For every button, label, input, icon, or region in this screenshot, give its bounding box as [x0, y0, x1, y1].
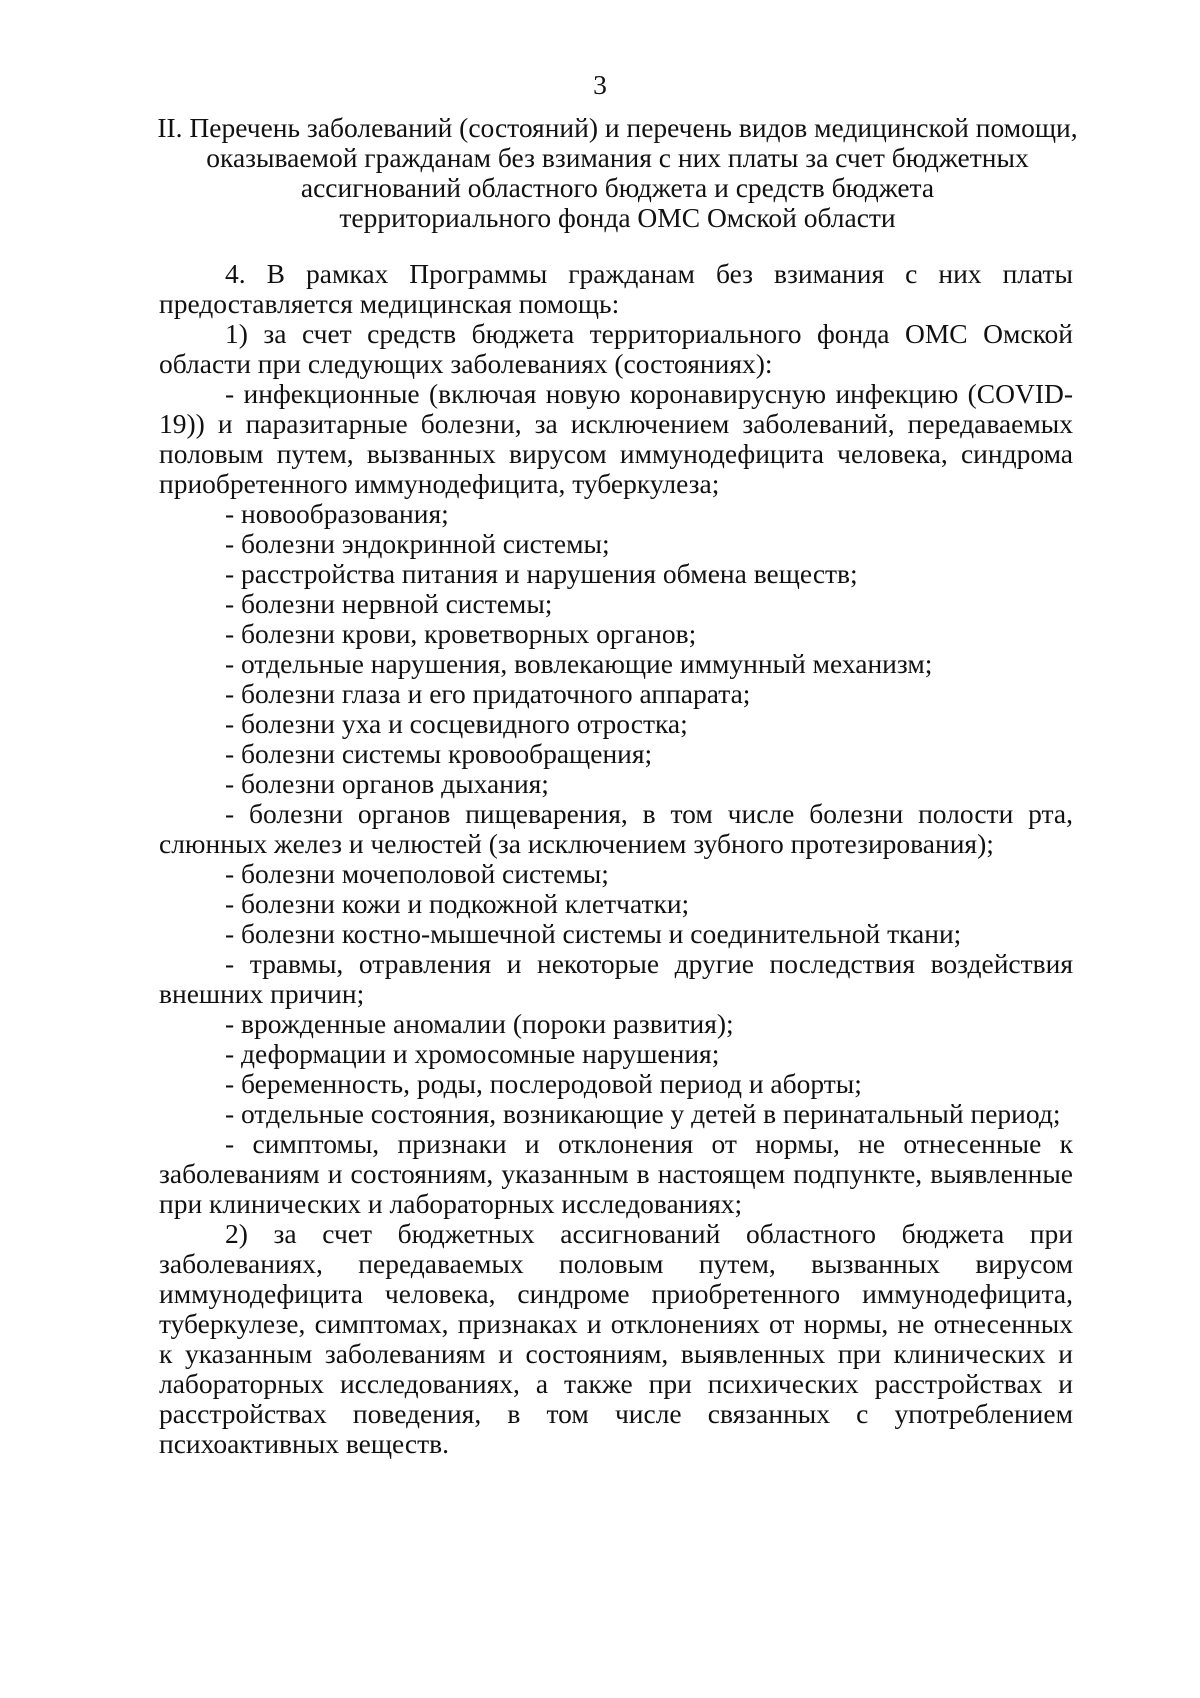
disease-list-item: - болезни глаза и его придаточного аппарата;: [225, 678, 751, 709]
section-heading-line: ассигнований областного бюджета и средств бюджета: [300, 172, 935, 203]
disease-list-item: - болезни костно-мышечной системы и соединительной ткани;: [225, 918, 962, 949]
section-heading-line: территориального фонда ОМС Омской области: [339, 202, 896, 233]
disease-list-item: - отдельные состояния, возникающие у детей в перинатальный период;: [225, 1098, 1061, 1129]
subitem-2-paragraph: 2) за счет бюджетных ассигнований областного бюджета при заболеваниях, передаваемых половым путем, вызванных вирусом иммунодефицита человека, синдроме приобретенного иммунодефицита, туберкулезе, симптомах, признаках и отклонениях от нормы, не отнесенных к указанным заболеваниям и состояниям, выявленных при клинических и лабораторных исследованиях, а также при психических расстройствах и расстройствах поведения, в том числе связанных с употреблением психоактивных веществ.: [159, 1218, 1073, 1459]
document-body: [159, 259, 1073, 1459]
disease-list-item: - врожденные аномалии (пороки развития);: [225, 1008, 734, 1039]
disease-list-item: - болезни кожи и подкожной клетчатки;: [225, 888, 690, 919]
section-heading-line: оказываемой гражданам без взимания с них платы за счет бюджетных: [206, 142, 1029, 173]
disease-list-item: - новообразования;: [225, 498, 449, 529]
disease-list-item: - травмы, отравления и некоторые другие последствия воздействия внешних причин;: [159, 948, 1073, 1009]
disease-list-item: - симптомы, признаки и отклонения от нормы, не отнесенные к заболеваниям и состояниям, указанным в настоящем подпункте, выявленные при клинических и лабораторных исследованиях;: [159, 1128, 1073, 1219]
section-heading: [150, 113, 1085, 233]
disease-list-item: - болезни органов дыхания;: [225, 768, 549, 799]
section-heading-line: II. Перечень заболеваний (состояний) и перечень видов медицинской помощи,: [157, 112, 1078, 143]
disease-list-item: - болезни крови, кроветворных органов;: [225, 618, 697, 649]
disease-list-item: - болезни органов пищеварения, в том числе болезни полости рта, слюнных желез и челюстей (за исключением зубного протезирования);: [159, 798, 1073, 859]
disease-list-item: - деформации и хромосомные нарушения;: [225, 1038, 720, 1069]
disease-list-item: - болезни системы кровообращения;: [225, 738, 653, 769]
disease-list-item: - беременность, роды, послеродовой период и аборты;: [225, 1068, 862, 1099]
intro-paragraph: 4. В рамках Программы гражданам без взимания с них платы предоставляется медицинская помощь:: [159, 258, 1073, 319]
disease-list-item: - отдельные нарушения, вовлекающие иммунный механизм;: [225, 648, 933, 679]
disease-list-item: - болезни нервной системы;: [225, 588, 553, 619]
disease-list-item: - болезни эндокринной системы;: [225, 528, 610, 559]
disease-list-item: - болезни уха и сосцевидного отростка;: [225, 708, 688, 739]
disease-list-item: - болезни мочеполовой системы;: [225, 858, 609, 889]
disease-list-item: - расстройства питания и нарушения обмена веществ;: [225, 558, 858, 589]
disease-list-item: - инфекционные (включая новую коронавирусную инфекцию (COVID-19)) и паразитарные болезни, за исключением заболеваний, передаваемых половым путем, вызванных вирусом иммунодефицита человека, синдрома приобретенного иммунодефицита, туберкулеза;: [159, 378, 1073, 499]
subitem-1-paragraph: 1) за счет средств бюджета территориального фонда ОМС Омской области при следующих заболеваниях (состояниях):: [159, 318, 1073, 379]
page-number: 3: [593, 69, 607, 100]
